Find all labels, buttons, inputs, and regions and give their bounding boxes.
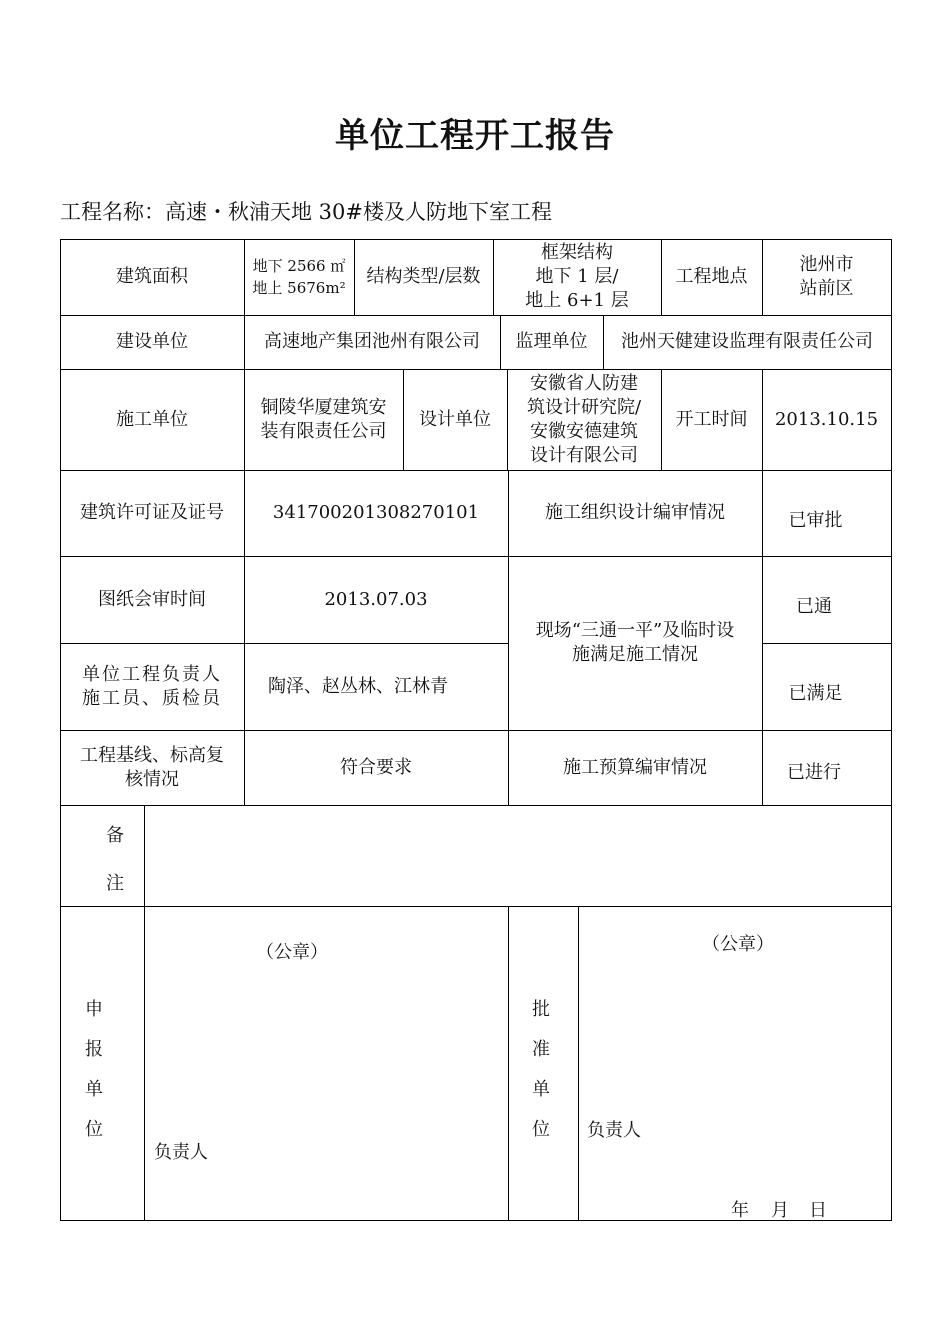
approve-char-1: 批 [532, 999, 550, 1020]
area-above-ground: 地上 5676m² [252, 279, 346, 297]
contractor-label: 施工单位 [116, 408, 188, 430]
approve-unit-label [526, 990, 556, 1150]
table-rule [891, 239, 892, 1221]
site-status-connected: 已通 [796, 595, 832, 617]
persons-label-line-1: 单位工程负责人 [82, 663, 222, 685]
start-time-value: 2013.10.15 [774, 408, 879, 430]
table-rule [578, 906, 579, 1221]
structure-label: 结构类型/层数 [366, 266, 481, 287]
permit-label: 建筑许可证及证号 [80, 502, 224, 523]
remarks-char-2: 注 [106, 873, 124, 894]
designer-line-3: 安徽安德建筑 [530, 420, 638, 442]
location-district: 站前区 [799, 278, 854, 299]
designer-value [507, 369, 661, 470]
area-value [244, 239, 354, 315]
approve-date-year: 年 [731, 1200, 749, 1221]
location-value [762, 239, 891, 315]
builder-label: 建设单位 [116, 331, 188, 352]
budget-label: 施工预算编审情况 [563, 756, 707, 778]
drawing-review-date: 2013.07.03 [324, 588, 428, 610]
designer-line-2: 筑设计研究院/ [526, 396, 642, 418]
designer-line-4: 设计有限公司 [530, 444, 638, 466]
approve-char-3: 单 [532, 1079, 550, 1100]
persons-value: 陶泽、赵丛林、江林青 [268, 675, 448, 697]
approve-date-day: 日 [809, 1200, 827, 1221]
table-rule [60, 1220, 892, 1221]
location-city: 池州市 [799, 254, 854, 275]
supervisor-label: 监理单位 [515, 331, 588, 352]
approve-date-month: 月 [771, 1200, 789, 1221]
start-time-label: 开工时间 [675, 408, 748, 430]
contractor-value [244, 369, 403, 470]
table-rule [508, 906, 509, 1221]
permit-number: 341700201308270101 [272, 502, 480, 523]
project-name-value: 高速・秋浦天地 30#楼及人防地下室工程 [165, 200, 552, 224]
page-title: 单位工程开工报告 [335, 116, 615, 156]
baseline-status: 符合要求 [340, 756, 412, 778]
site-status-satisfied: 已满足 [788, 682, 843, 704]
approve-person-label: 负责人 [587, 1120, 641, 1141]
persons-label-line-2: 施工员、质检员 [82, 687, 222, 709]
structure-type: 框架结构 [541, 242, 613, 263]
location-label: 工程地点 [675, 266, 748, 287]
declare-seal: （公章） [256, 942, 328, 963]
approve-char-2: 准 [532, 1039, 550, 1060]
baseline-label [60, 730, 244, 805]
site-conditions-line-2: 施满足施工情况 [572, 644, 698, 665]
builder-value: 高速地产集团池州有限公司 [264, 331, 480, 352]
declare-char-2: 报 [85, 1039, 103, 1060]
contractor-line-1: 铜陵华厦建筑安 [260, 396, 387, 418]
structure-floors-above: 地上 6+1 层 [525, 290, 629, 311]
contractor-line-2: 装有限责任公司 [260, 420, 387, 442]
structure-floors-below: 地下 1 层/ [535, 266, 619, 287]
structure-value [493, 239, 661, 315]
remarks-char-1: 备 [106, 825, 124, 846]
persons-label [60, 643, 244, 730]
org-design-label: 施工组织设计编审情况 [545, 502, 725, 523]
area-label: 建筑面积 [116, 266, 188, 287]
designer-line-1: 安徽省人防建 [530, 372, 638, 394]
project-name-label: 工程名称： [60, 200, 165, 224]
approve-char-4: 位 [532, 1119, 550, 1140]
declare-unit-label [79, 990, 109, 1150]
site-conditions-line-1: 现场“三通一平”及临时设 [535, 620, 735, 641]
area-below-ground: 地下 2566 ㎡ [252, 257, 346, 275]
declare-char-1: 申 [85, 999, 103, 1020]
declare-person-label: 负责人 [154, 1142, 208, 1163]
declare-char-4: 位 [85, 1119, 103, 1140]
drawing-review-label: 图纸会审时间 [98, 588, 206, 610]
site-conditions-label [508, 556, 762, 730]
org-design-status: 已审批 [788, 510, 843, 531]
remarks-label [100, 812, 130, 908]
table-rule [60, 906, 892, 907]
baseline-label-line-2: 核情况 [125, 768, 179, 790]
remarks-field[interactable] [145, 806, 891, 906]
declare-char-3: 单 [85, 1079, 103, 1100]
supervisor-value: 池州天健建设监理有限责任公司 [621, 331, 873, 352]
designer-label: 设计单位 [419, 408, 491, 430]
budget-status: 已进行 [787, 761, 841, 783]
project-name-line [60, 196, 552, 226]
approve-seal: （公章） [702, 934, 774, 955]
baseline-label-line-1: 工程基线、标高复 [80, 744, 224, 766]
